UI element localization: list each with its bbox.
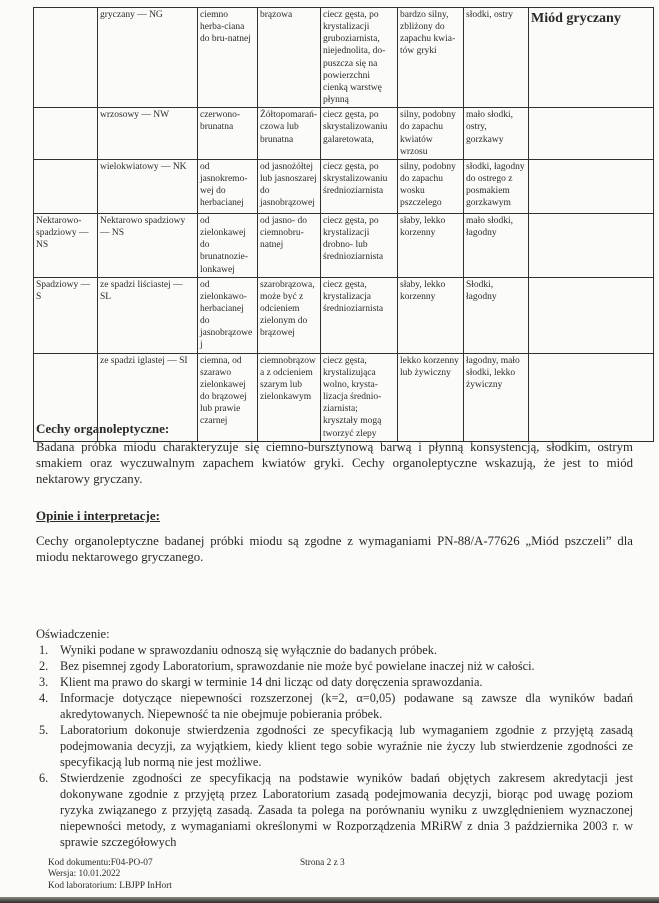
table-cell: ciecz gęsta, po krystalizacji gruboziarnista, niejednolita, do-puszcza się na powierzchni cienką warstwę płynną	[321, 8, 398, 108]
table-cell: słodki, łagodny do ostrego z posmakiem gorzkawym	[464, 159, 529, 213]
statement-item	[36, 771, 633, 851]
table-row	[34, 8, 654, 108]
table-cell: mało słodki, łagodny	[464, 213, 529, 277]
table-cell	[529, 277, 654, 353]
footer-doc-code: Kod dokumentu:F04-PO-07	[48, 858, 153, 868]
item-number: 1.	[39, 643, 49, 657]
table-cell: gryczany — NG	[98, 8, 198, 108]
table-cell: ciemnobrązowa z odcieniem szarym lub zielonkawym	[258, 353, 321, 441]
statement-item	[36, 723, 633, 771]
item-number: 4.	[39, 690, 49, 705]
table-cell	[34, 8, 98, 108]
item-text: Informacje dotyczące niepewności rozszerzonej (k=2, α=0,05) podawane są zawsze dla wyników badań akredytowanych. Niepewność ta nie obejmuje pobierania próbek.	[60, 690, 633, 721]
statement-item	[36, 675, 633, 691]
table-cell: ze spadzi iglastej — SI	[98, 353, 198, 441]
table-cell: ciecz gęsta, krystalizująca wolno, krysta-lizacja średnio-ziarnista; kryształy mogą tworzyć zlepy	[321, 353, 398, 441]
item-text: Wyniki podane w sprawozdaniu odnoszą się wyłącznie do badanych próbek.	[60, 643, 437, 657]
table-cell: od zielonkawo-herbacianej do jasnobrązowej	[198, 277, 258, 353]
item-number: 5.	[39, 722, 49, 737]
honey-characteristics-table	[33, 7, 654, 442]
table-cell	[529, 159, 654, 213]
table-cell	[34, 159, 98, 213]
table-cell	[529, 213, 654, 277]
item-text: Stwierdzenie zgodności ze specyfikacją na podstawie wyników badań objętych zakresem akredytacji jest dokonywane zgodnie z przyjętą przez Laboratorium zasadą podejmowania decyzji, biorąc pod uwagę poziom ryzyka związanego z przyjętą zasadą. Zasada ta polega na porównaniu wyniku z uwzględnieniem wyznaczonej niepewności metody, z wymaganiami określonymi w Rozporządzenia MRiRW z dnia 3 października 2003 r. w sprawie szczegółowych	[60, 770, 633, 849]
table-cell: bardzo silny, zbliżony do zapachu kwia-tów gryki	[398, 8, 464, 108]
scan-edge-artifact	[0, 897, 659, 903]
table-cell: lekko korzenny lub żywiczny	[398, 353, 464, 441]
table-cell: słodki, ostry	[464, 8, 529, 108]
item-number: 2.	[39, 658, 49, 673]
footer-lab-code: Kod laboratorium: LBJPP InHort	[48, 880, 172, 891]
table-row	[34, 159, 654, 213]
page-number: Strona 2 z 3	[300, 858, 345, 868]
table-cell: od jasnożółtej lub jasnoszarej do jasnobrązowej	[258, 159, 321, 213]
item-number: 3.	[39, 674, 49, 689]
statement-heading: Oświadczenie:	[36, 627, 110, 641]
table-cell: mało słodki, ostry, gorzkawy	[464, 108, 529, 160]
honey-type-label: Miód gryczany	[529, 8, 654, 108]
table-cell: od zielonkawej do brunatnozie-lonkawej	[198, 213, 258, 277]
table-cell: silny, podobny do zapachu wosku pszczelego	[398, 159, 464, 213]
table-cell: łagodny, mało słodki, lekko żywiczny	[464, 353, 529, 441]
table-cell: czerwono-brunatna	[198, 108, 258, 160]
table-cell: ciecz gęsta, po skrystalizowaniu galaretowata,	[321, 108, 398, 160]
table-row	[34, 277, 654, 353]
table-cell: ciecz gęsta, po krystalizacji drobno- lub średnioziarnista	[321, 213, 398, 277]
statement-item	[36, 643, 633, 659]
section-organoleptic	[36, 421, 633, 488]
table-cell: ciecz gęsta, krystalizacja średnioziarnista	[321, 277, 398, 353]
table-cell: silny, podobny do zapachu kwiatów wrzosu	[398, 108, 464, 160]
table-cell	[34, 108, 98, 160]
table-cell: ze spadzi liściastej — SL	[98, 277, 198, 353]
page-footer	[48, 858, 638, 892]
section-heading: Opinie i interpretacje:	[36, 508, 160, 523]
section-statement	[36, 627, 633, 851]
section-body: Badana próbka miodu charakteryzuje się ciemno-bursztynową barwą i płynną konsystencją, słodkim, ostrym smakiem oraz wyczuwalnym zapachem kwiatów gryki. Cechy organoleptyczne wskazują, że jest to miód nektarowy gryczany.	[36, 440, 633, 486]
table-cell: szarobrązowa, może być z odcieniem zielonym do brązowej	[258, 277, 321, 353]
table-cell: Nektarowo spadziowy — NS	[98, 213, 198, 277]
table-row	[34, 213, 654, 277]
table-cell: brązowa	[258, 8, 321, 108]
table-cell: słaby, lekko korzenny	[398, 213, 464, 277]
table-row	[34, 108, 654, 160]
table-cell: ciecz gęsta, po skrystalizowaniu średnioziarnista	[321, 159, 398, 213]
statement-item	[36, 691, 633, 723]
section-opinions	[36, 508, 633, 566]
table-cell: Spadziowy — S	[34, 277, 98, 353]
section-heading: Cechy organoleptyczne:	[36, 421, 170, 436]
item-text: Laboratorium dokonuje stwierdzenia zgodności ze specyfikacją lub wymaganiem zgodnie z przyjętą zasadą podejmowania decyzji, za wyjątkiem, kiedy klient tego sobie wyraźnie nie życzy lub stwierdzenie zgodności ze specyfikacją lub normą nie jest możliwe.	[60, 722, 633, 769]
table-cell: Słodki, łagodny	[464, 277, 529, 353]
section-body: Cechy organoleptyczne badanej próbki miodu są zgodne z wymaganiami PN-88/A-77626 „Miód pszczeli” dla miodu nektarowego gryczanego.	[36, 534, 633, 564]
table-cell: wielokwiatowy — NK	[98, 159, 198, 213]
table-cell: ciemna, od szarawo zielonkawej do brązowej lub prawie czarnej	[198, 353, 258, 441]
statement-item	[36, 659, 633, 675]
table-cell: od jasnokremo-wej do herbacianej	[198, 159, 258, 213]
table-cell: Nektarowo-spadziowy — NS	[34, 213, 98, 277]
item-text: Bez pisemnej zgody Laboratorium, sprawozdanie nie może być powielane inaczej niż w całości.	[60, 658, 535, 673]
table-cell: od jasno- do ciemnobru-natnej	[258, 213, 321, 277]
table-cell	[529, 108, 654, 160]
table-cell: słaby, lekko korzenny	[398, 277, 464, 353]
item-text: Klient ma prawo do skargi w terminie 14 dni licząc od daty doręczenia sprawozdania.	[60, 674, 483, 689]
footer-version: Wersja: 10.01.2022	[48, 869, 121, 880]
table-cell: Żółtopomarań-czowa lub brunatna	[258, 108, 321, 160]
table-cell: ciemno herba-ciana do bru-natnej	[198, 8, 258, 108]
item-number: 6.	[39, 770, 49, 785]
table-cell: wrzosowy — NW	[98, 108, 198, 160]
